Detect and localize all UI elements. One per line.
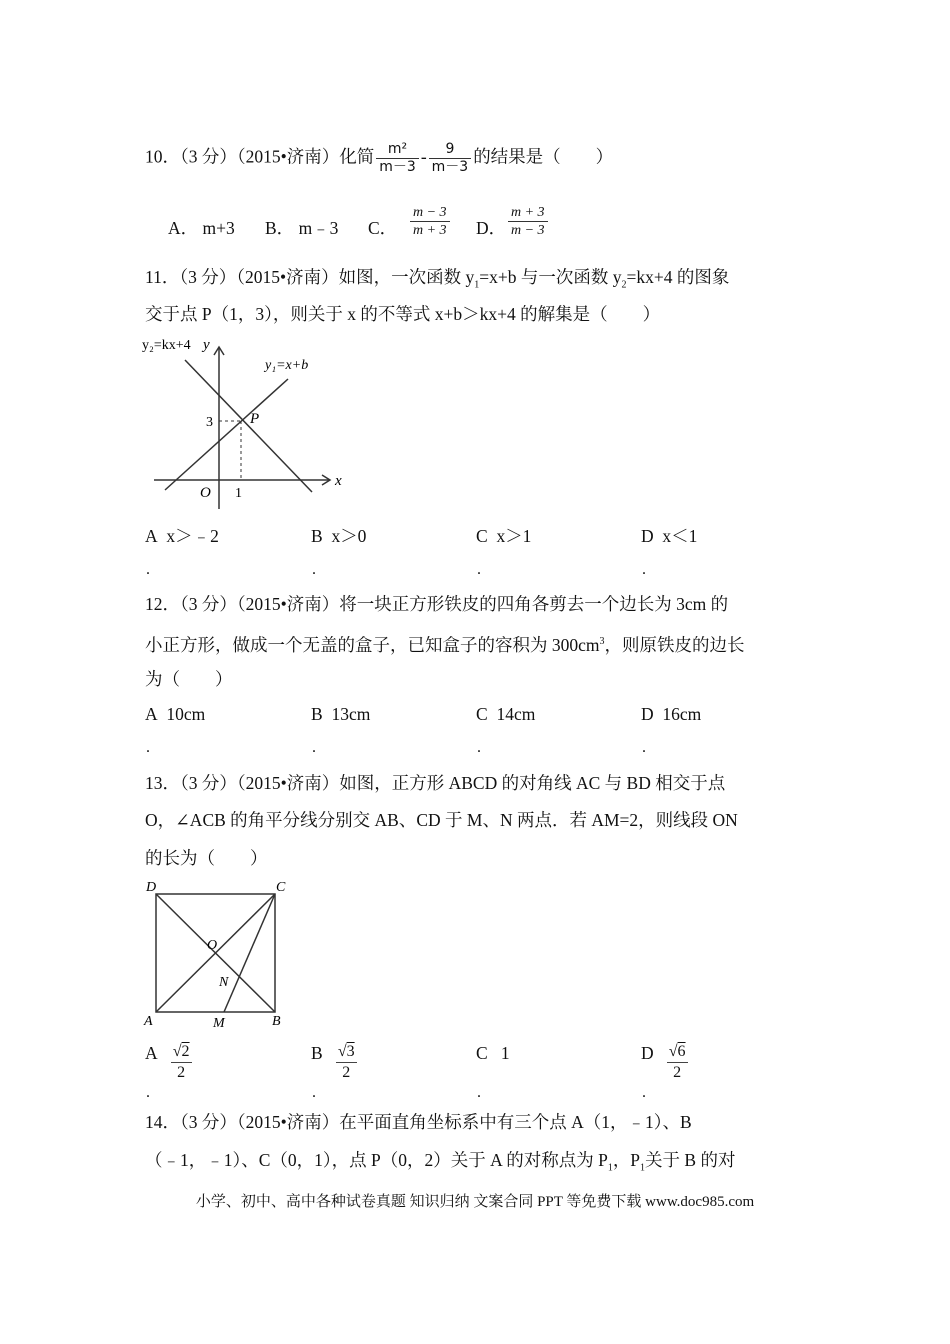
option-text: 1 [500,1043,510,1063]
option-text: 14cm [496,704,536,724]
option-text: 16cm [662,704,702,724]
denominator: 2 [673,1064,682,1081]
q10-option-c [368,217,397,239]
q11-option-d [641,525,697,547]
q10-fraction-2 [429,141,472,176]
option-letter: B [311,1043,323,1063]
q13-stem-line-2: O，∠ACB 的角平分线分别交 AB、CD 于 M、N 两点．若 AM=2，则线段 ON [145,810,738,830]
label-tick-1: 1 [235,486,242,501]
option-letter: D [641,1043,654,1063]
option-dot: . [312,739,316,756]
q13-option-b [311,1042,357,1083]
q10-frac1-den: m－3 [379,159,416,175]
option-text: x＞0 [331,526,367,546]
option-sqrt-fraction: $\frac{√2}{2}$ [172,1043,190,1081]
label-x: x [335,473,342,489]
line-y1 [165,379,288,490]
text: =x+b 与一次函数 y [479,267,622,287]
q14-stem-line-1: 14．（3 分）（2015•济南）在平面直角坐标系中有三个点 A（1，﹣1）、B [145,1112,692,1132]
subscript: 1 [474,279,480,291]
label-y1: y₁=x+b [265,358,309,373]
q12-option-b [311,703,370,725]
label-y: y [203,337,210,353]
text: （﹣1，﹣1）、C（0，1），点 P（0，2）关于 A 的对称点为 P [145,1150,608,1170]
text: ，P [612,1150,641,1170]
option-dot: . [146,739,150,756]
option-text: 10cm [166,704,206,724]
q13-square-figure [140,875,300,1035]
q11-stem-line-1 [145,265,729,298]
option-letter: B [311,704,323,724]
q10-option-c-fraction [410,204,450,239]
option-dot: . [642,561,646,578]
label-b: B [272,1014,281,1029]
q12-stem-line-3: 为（ ） [145,669,233,689]
option-dot: . [146,1084,150,1101]
label-c: C [276,880,286,895]
q10-suffix: 的结果是（ ） [473,146,614,167]
option-text: 13cm [331,704,371,724]
label-m: M [213,1016,225,1031]
subscript: 2 [621,279,627,291]
label-n: N [219,975,229,990]
option-text: x＞1 [496,526,532,546]
q10-option-b [265,217,338,239]
label-y2: y₂=kx+4 [142,338,191,353]
option-letter: C． [368,218,398,238]
q10-option-a [168,217,235,239]
option-text: m﹣3 [298,218,339,238]
q10-prefix: 10．（3 分）（2015•济南）化简 [145,146,375,167]
text: 关于 B 的对 [645,1150,736,1170]
q12-stem-line-1: 12．（3 分）（2015•济南）将一块正方形铁皮的四角各剪去一个边长为 3cm 的 [145,594,729,614]
option-text: x＜1 [662,526,698,546]
q11-option-b [311,525,366,547]
option-text: m+3 [202,218,235,238]
q13-option-a [145,1042,192,1083]
q10-option-d [476,217,506,239]
text: =kx+4 的图象 [626,267,730,287]
c-den: m + 3 [413,223,447,238]
text: ，则原铁皮的边长 [604,634,745,655]
q10-frac1-num: m² [376,141,419,159]
q10-minus: - [420,146,427,167]
denominator: 2 [177,1064,186,1081]
option-letter: B [311,526,323,546]
q10-stem [145,141,613,176]
option-letter: A [145,526,158,546]
c-num: m − 3 [410,204,450,222]
q13-stem-line-1: 13．（3 分）（2015•济南）如图，正方形 ABCD 的对角线 AC 与 BD 相交于点 [145,773,726,793]
option-letter: D [641,526,654,546]
option-dot: . [477,1084,481,1101]
subscript: 1 [607,1162,613,1174]
q13-stem-line-3: 的长为（ ） [145,848,268,868]
subscript: 1 [640,1162,646,1174]
option-letter: D． [476,218,507,238]
option-letter: A [145,1043,158,1063]
option-letter: A [145,704,158,724]
q10-frac2-num: 9 [429,141,472,159]
q11-graph-figure [140,335,360,515]
line-y2 [185,360,312,492]
option-dot: . [146,561,150,578]
denominator: 2 [342,1064,351,1081]
q11-option-a [145,525,219,547]
option-dot: . [642,739,646,756]
q12-stem-line-2 [145,630,745,657]
option-letter: C [476,1043,488,1063]
option-dot: . [477,739,481,756]
option-letter: C [476,704,488,724]
q11-stem-line-2: 交于点 P（1，3），则关于 x 的不等式 x+b＞kx+4 的解集是（ ） [145,304,661,324]
q12-option-d [641,703,701,725]
option-dot: . [312,1084,316,1101]
d-num: m + 3 [508,204,548,222]
label-d: D [146,880,157,895]
q12-option-c [476,703,535,725]
d-den: m − 3 [511,223,545,238]
radicand: 2 [181,1043,190,1060]
option-letter: D [641,704,654,724]
q13-option-c [476,1042,510,1064]
label-origin: O [200,485,211,501]
option-letter: C [476,526,488,546]
superscript: 3 [599,636,605,647]
option-letter: A． [168,218,199,238]
option-dot: . [642,1084,646,1101]
option-dot: . [477,561,481,578]
radicand: 3 [346,1043,355,1060]
label-tick-3: 3 [206,415,213,430]
q11-option-c [476,525,531,547]
option-sqrt-fraction: $\frac{√3}{2}$ [337,1043,355,1081]
text: 小正方形，做成一个无盖的盒子，已知盒子的容积为 300cm [145,634,600,655]
q10-option-d-fraction [508,204,548,239]
q13-option-d [641,1042,688,1083]
q10-fraction-1 [376,141,419,176]
option-sqrt-fraction: $\frac{√6}{2}$ [668,1043,686,1081]
option-dot: . [312,561,316,578]
label-o: O [207,938,218,953]
label-a: A [144,1014,153,1029]
text: 11．（3 分）（2015•济南）如图，一次函数 y [145,267,475,287]
label-point-p: P [250,411,260,427]
page-footer: 小学、初中、高中各种试卷真题 知识归纳 文案合同 PPT 等免费下载 www.doc985.com [195,1194,755,1210]
q14-stem-line-2 [145,1148,735,1181]
bisector-cm [224,894,275,1012]
option-letter: B． [265,218,295,238]
q10-frac2-den: m－3 [431,159,469,175]
radicand: 6 [677,1043,686,1060]
q12-option-a [145,703,205,725]
option-text: x＞﹣2 [166,526,219,546]
